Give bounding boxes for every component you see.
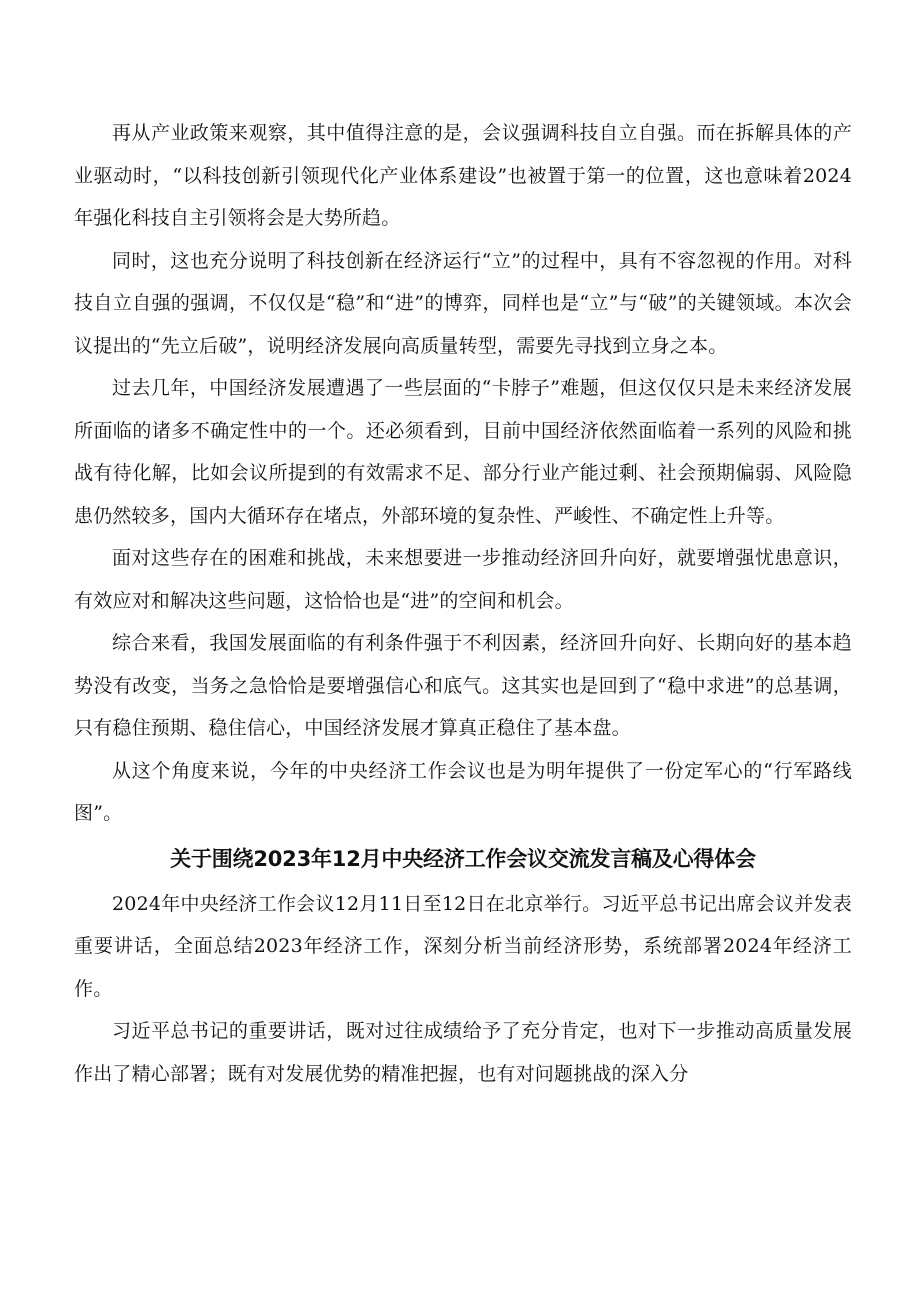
section-heading: 关于围绕2023年12月中央经济工作会议交流发言稿及心得体会 bbox=[170, 846, 756, 871]
paragraph-roadmap: 从这个角度来说，今年的中央经济工作会议也是为明年提供了一份定军心的“行军路线图”。 bbox=[74, 759, 852, 824]
paragraph-meeting-intro: 2024年中央经济工作会议12月11日至12日在北京举行。习近平总书记出席会议并发表重要讲话，全面总结2023年经济工作，深刻分析当前经济形势，系统部署2024年经济工作。 bbox=[74, 892, 852, 1000]
paragraph-tech-innovation: 同时，这也充分说明了科技创新在经济运行“立”的过程中，具有不容忽视的作用。对科技自立自强的强调，不仅仅是“稳”和“进”的博弈，同样也是“立”与“破”的关键领域。本次会议提出的“先立后破”，说明经济发展向高质量转型，需要先寻找到立身之本。 bbox=[74, 249, 852, 357]
paragraph-overall-view: 综合来看，我国发展面临的有利条件强于不利因素，经济回升向好、长期向好的基本趋势没有改变，当务之急恰恰是要增强信心和底气。这其实也是回到了“稳中求进”的总基调，只有稳住预期、稳住信心，中国经济发展才算真正稳住了基本盘。 bbox=[74, 632, 852, 739]
document-page bbox=[74, 112, 852, 1095]
paragraph-risks-challenges: 过去几年，中国经济发展遭遇了一些层面的“卡脖子”难题，但这仅仅只是未来经济发展所面临的诸多不确定性中的一个。还必须看到，目前中国经济依然面临着一系列的风险和挑战有待化解，比如会议所提到的有效需求不足、部分行业产能过剩、社会预期偏弱、风险隐患仍然较多，国内大循环存在堵点，外部环境的复杂性、严峻性、不确定性上升等。 bbox=[74, 377, 852, 527]
paragraph-face-difficulties: 面对这些存在的困难和挑战，未来想要进一步推动经济回升向好，就要增强忧患意识，有效应对和解决这些问题，这恰恰也是“进”的空间和机会。 bbox=[74, 547, 852, 612]
paragraph-speech-summary: 习近平总书记的重要讲话，既对过往成绩给予了充分肯定，也对下一步推动高质量发展作出了精心部署；既有对发展优势的精准把握，也有对问题挑战的深入分 bbox=[74, 1020, 852, 1085]
paragraph-industrial-policy: 再从产业政策来观察，其中值得注意的是，会议强调科技自立自强。而在拆解具体的产业驱动时，“以科技创新引领现代化产业体系建设”也被置于第一的位置，这也意味着2024年强化科技自主引领将会是大势所趋。 bbox=[74, 122, 852, 229]
